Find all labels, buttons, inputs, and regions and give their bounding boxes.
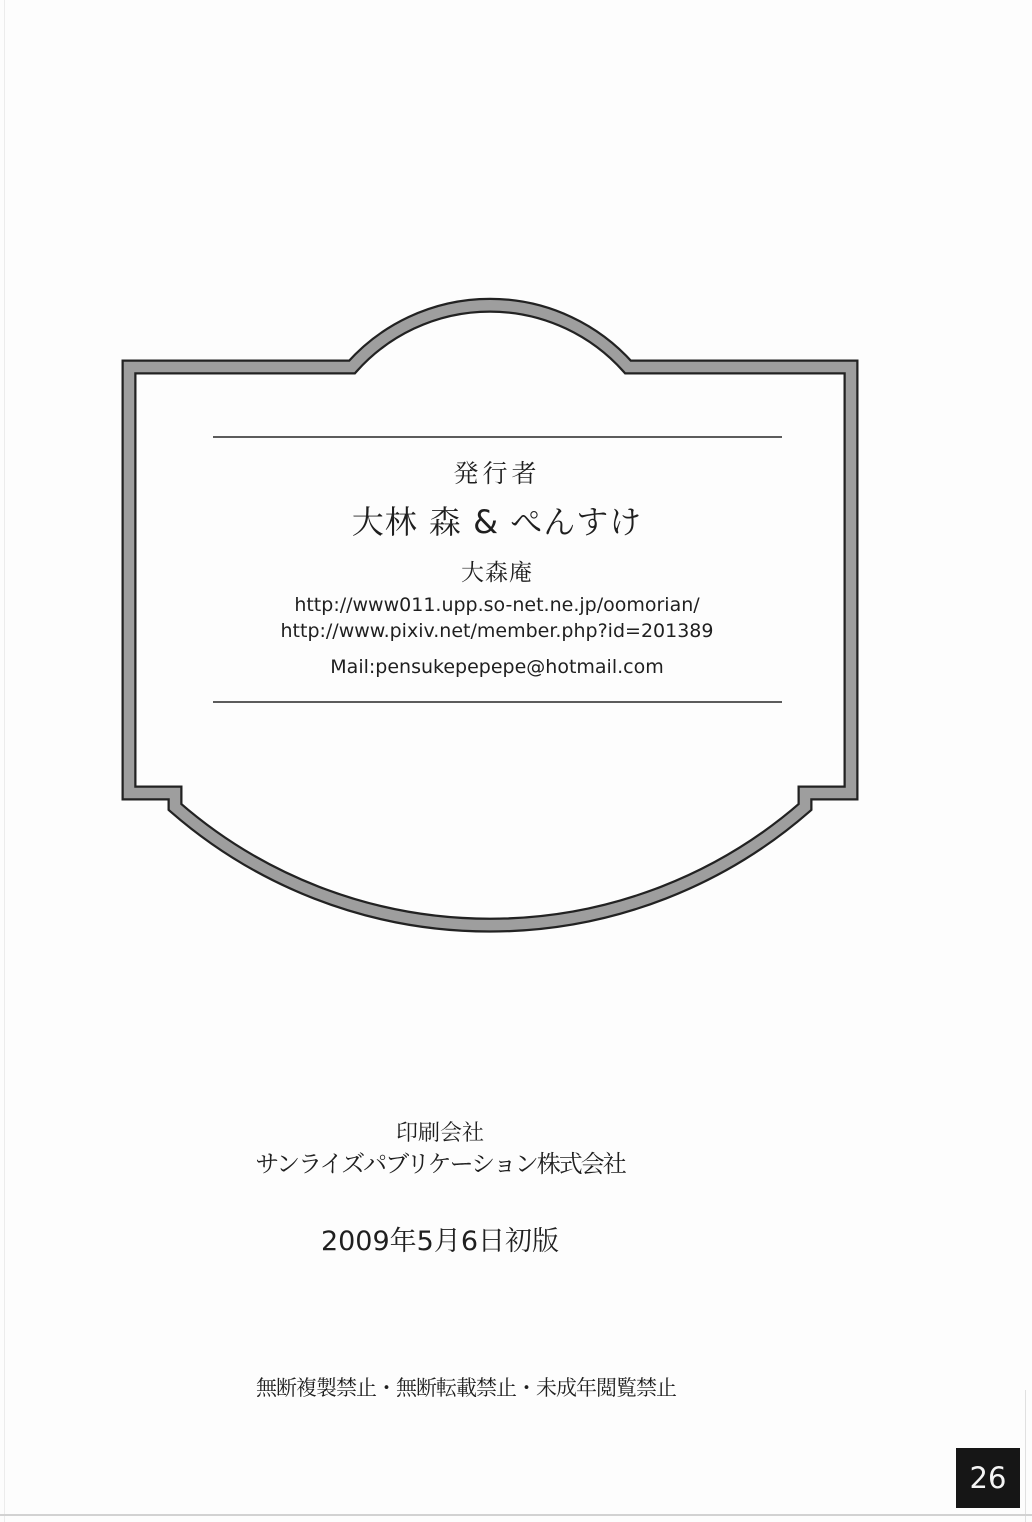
printer-company: サンライズパブリケーション株式会社 [255, 1150, 625, 1178]
publisher-heading: 発行者 [453, 459, 541, 488]
scan-edge-right [1025, 1390, 1026, 1522]
divider-bottom [213, 701, 782, 703]
copyright-notice: 無断複製禁止・無断転載禁止・未成年閲覧禁止 [256, 1376, 676, 1400]
printer-heading: 印刷会社 [395, 1121, 484, 1146]
website-url-2: http://www.pixiv.net/member.php?id=201389 [280, 620, 714, 642]
divider-top [213, 436, 782, 438]
website-url-1: http://www011.upp.so-net.ne.jp/oomorian/ [294, 594, 700, 616]
contact-email: Mail:pensukepepepe@hotmail.com [330, 656, 664, 678]
publisher-names: 大林 森 & ぺんすけ [351, 503, 643, 541]
page-number: 26 [969, 1460, 1007, 1495]
page-number-badge [956, 1448, 1020, 1508]
scan-edge-left [4, 0, 5, 1522]
scan-edge-bottom [0, 1514, 1032, 1516]
circle-name: 大森庵 [461, 560, 533, 586]
edition-date: 2009年5月6日初版 [320, 1226, 560, 1257]
